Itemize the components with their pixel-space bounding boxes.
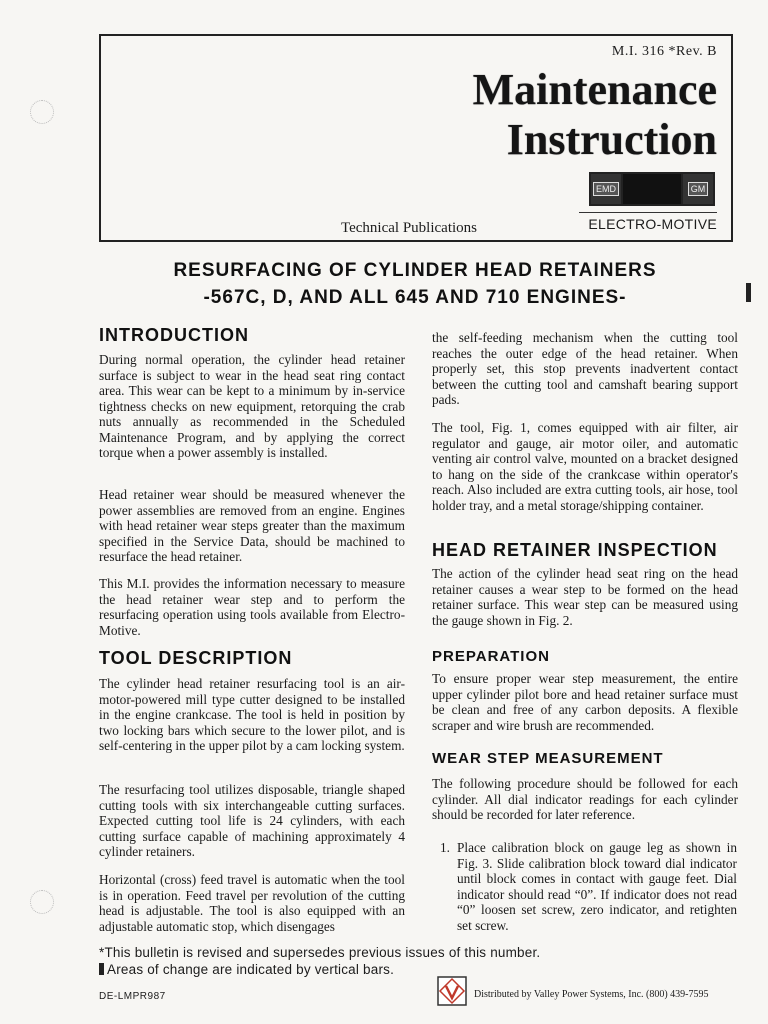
step-1-text: Place calibration block on gauge leg as shown in Fig. 3. Slide calibration block toward dial indicator until block comes in contact with gauge feet. Dial indicator should read “0”. If indicator does not read “0” loosen set screw, zero indicator, and retighten set screw.: [457, 840, 737, 933]
tool-description-paragraph-5: The tool, Fig. 1, comes equipped with air filter, air regulator and gauge, air motor oiler, and automatic venting air control valve, mounted on a bracket designed to hang on the side of the crankcase within operator's reach. Also included are extra cutting tools, air hose, tool holder tray, and a metal storage/shipping container.: [432, 420, 738, 513]
change-bar-note: [99, 961, 540, 978]
preparation-paragraph: To ensure proper wear step measurement, the entire upper cylinder pilot bore and head retainer surface must be clean and free of any carbon deposits. A flexible scraper and wire brush are recommended.: [432, 671, 738, 733]
document-title-line2: -567C, D, AND ALL 645 AND 710 ENGINES-: [203, 287, 627, 308]
document-title-line1: RESURFACING OF CYLINDER HEAD RETAINERS: [173, 260, 657, 281]
wear-step-measurement-paragraph: The following procedure should be followed for each cylinder. All dial indicator readings for each cylinder should be recorded for later reference.: [432, 776, 738, 822]
logo-bar: [623, 172, 681, 206]
gm-logo-icon: GM: [681, 172, 715, 206]
form-code: DE-LMPR987: [99, 991, 166, 1002]
revision-note: *This bulletin is revised and supersedes previous issues of this number.: [99, 945, 541, 960]
introduction-paragraph-1: During normal operation, the cylinder head retainer surface is subject to wear in the head seat ring contact area. This wear can be kept to a minimum by in-service tightness checks on new equipment, retorquing the crab nuts annually as recommended in the Scheduled Maintenance Program, and by applying the correct torque when a power assembly is installed.: [99, 352, 405, 460]
head-retainer-inspection-heading: HEAD RETAINER INSPECTION: [432, 540, 718, 560]
mi-number: M.I. 316 *Rev. B: [611, 44, 717, 59]
tool-description-paragraph-4: the self-feeding mechanism when the cutting tool reaches the outer edge of the head retainer. When properly set, this stop prevents inadvertent contact between the cutting tool and camshaft bearing support pads.: [432, 330, 738, 407]
introduction-heading: INTRODUCTION: [99, 325, 249, 345]
brand-name: ELECTRO-MOTIVE: [588, 216, 717, 232]
wear-step-measurement-heading: WEAR STEP MEASUREMENT: [432, 750, 664, 767]
vertical-bar-icon: [99, 963, 104, 975]
title-maintenance: Maintenance: [472, 65, 717, 114]
tool-description-paragraph-1: The cylinder head retainer resurfacing tool is an air-motor-powered mill type cutter designed to be installed in the engine crankcase. The tool is held in position by two locking bars which secure to the lower pilot, and is self-centering in the upper pilot by a cam locking system.: [99, 676, 405, 753]
introduction-paragraph-3: This M.I. provides the information necessary to measure the head retainer wear step and to perform the resurfacing operation using tools available from Electro-Motive.: [99, 576, 405, 638]
brand-divider: [579, 212, 717, 213]
change-bar: [746, 283, 751, 302]
emd-logo-icon: EMD: [589, 172, 623, 206]
distributor-text: Distributed by Valley Power Systems, Inc. (800) 439-7595: [474, 989, 709, 1000]
head-retainer-inspection-paragraph: The action of the cylinder head seat ring on the head retainer causes a wear step to be formed on the head retainer surface. This wear step can be measured using the gauge shown in Fig. 2.: [432, 566, 738, 628]
tool-description-heading: TOOL DESCRIPTION: [99, 648, 293, 668]
tool-description-paragraph-2: The resurfacing tool utilizes disposable, triangle shaped cutting tools with six interchangeable cutting surfaces. Expected cutting tool life is 24 cylinders, with each cutting surface capable of machining approximately 4 cylinder retainers.: [99, 782, 405, 859]
publisher-label: Technical Publications: [341, 220, 477, 236]
introduction-paragraph-2: Head retainer wear should be measured whenever the power assemblies are removed from an engine. Engines with head retainer wear steps greater than the maximum specified in the Service Data, should be machined to resurface the head retainer.: [99, 487, 405, 564]
title-instruction: Instruction: [506, 115, 717, 164]
binder-hole-bottom: [30, 890, 54, 914]
footnote: [99, 944, 540, 978]
tool-description-paragraph-3: Horizontal (cross) feed travel is automatic when the tool is in operation. Feed travel per revolution of the cutting head is adjustable. The tool is also equipped with an adjustable automatic stop, which disengages: [99, 872, 405, 934]
header-box: [99, 34, 733, 242]
preparation-heading: PREPARATION: [432, 648, 550, 665]
binder-hole-top: [30, 100, 54, 124]
distributor-logo-icon: [437, 976, 467, 1011]
change-bar-note-text: Areas of change are indicated by vertical bars.: [107, 962, 395, 977]
step-1-number: 1.: [440, 840, 450, 855]
emd-gm-logo: [589, 172, 715, 206]
